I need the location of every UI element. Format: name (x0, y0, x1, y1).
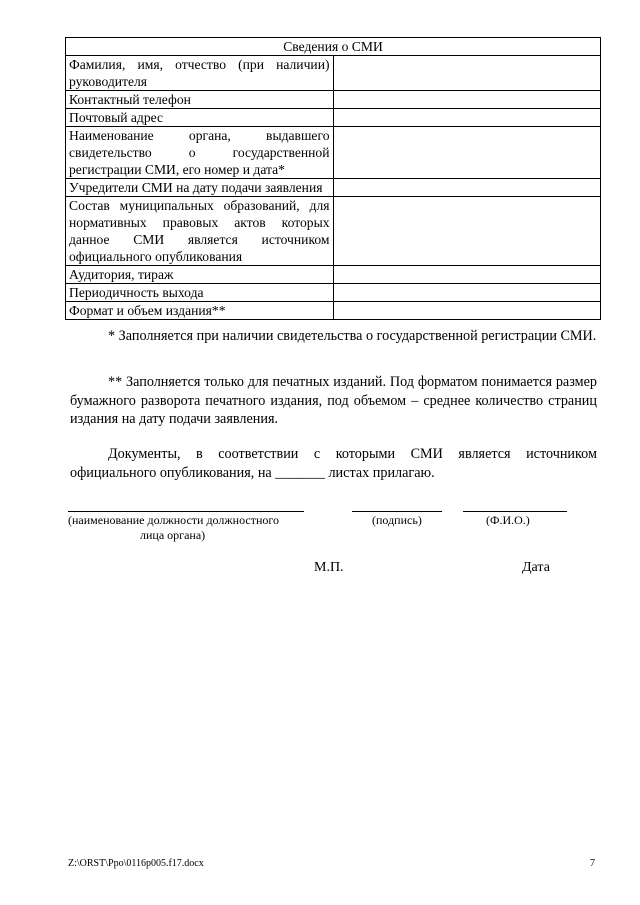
position-caption-line1: (наименование должности должностного (68, 513, 280, 527)
row-value-founders[interactable] (333, 179, 601, 197)
row-value-municipalities[interactable] (333, 197, 601, 266)
smi-info-table (65, 37, 601, 320)
row-value-postal-address[interactable] (333, 109, 601, 127)
row-label-founders: Учредители СМИ на дату подачи заявления (66, 179, 334, 197)
footnote-1: * Заполняется при наличии свидетельства о государственной регистрации СМИ. (108, 328, 597, 344)
table-row (66, 109, 601, 127)
row-value-periodicity[interactable] (333, 284, 601, 302)
signature-line (352, 511, 442, 512)
footer-file-path: Z:\ORST\Ppo\0116p005.f17.docx (68, 858, 204, 869)
row-value-registration-authority[interactable] (333, 127, 601, 179)
table-row (66, 127, 601, 179)
row-label-director: Фамилия, имя, отчество (при наличии) руководителя (66, 56, 334, 91)
signature-caption: (подпись) (372, 513, 422, 527)
stamp-label: М.П. (314, 560, 344, 575)
row-label-format: Формат и объем издания** (66, 302, 334, 320)
name-signature-line (463, 511, 567, 512)
row-label-postal-address: Почтовый адрес (66, 109, 334, 127)
footer-page-number: 7 (590, 858, 595, 869)
table-row (66, 284, 601, 302)
name-caption: (Ф.И.О.) (486, 513, 530, 527)
row-label-registration-authority: Наименование органа, выдавшего свидетельство о государственной регистрации СМИ, его номер и дата* (66, 127, 334, 179)
table-row (66, 302, 601, 320)
table-header: Сведения о СМИ (66, 38, 601, 56)
table-row (66, 56, 601, 91)
row-value-format[interactable] (333, 302, 601, 320)
position-signature-line (68, 511, 304, 512)
row-value-phone[interactable] (333, 91, 601, 109)
row-label-audience: Аудитория, тираж (66, 266, 334, 284)
footnote-2: ** Заполняется только для печатных изданий. Под форматом понимается размер бумажного разворота печатного издания, под объемом – среднее количество страниц издания на дату подачи заявления. (70, 374, 597, 427)
row-label-phone: Контактный телефон (66, 91, 334, 109)
row-label-municipalities: Состав муниципальных образований, для нормативных правовых актов которых данное СМИ является источником официального опубликования (66, 197, 334, 266)
documents-attached-text: Документы, в соответствии с которыми СМИ является источником официального опубликования, на _______ листах прилагаю. (70, 446, 597, 481)
row-value-director[interactable] (333, 56, 601, 91)
table-row (66, 179, 601, 197)
table-row (66, 91, 601, 109)
table-row (66, 197, 601, 266)
table-row (66, 266, 601, 284)
date-label: Дата (522, 560, 550, 575)
table-header-row (66, 38, 601, 56)
row-value-audience[interactable] (333, 266, 601, 284)
position-caption-line2: лица органа) (140, 528, 206, 542)
row-label-periodicity: Периодичность выхода (66, 284, 334, 302)
